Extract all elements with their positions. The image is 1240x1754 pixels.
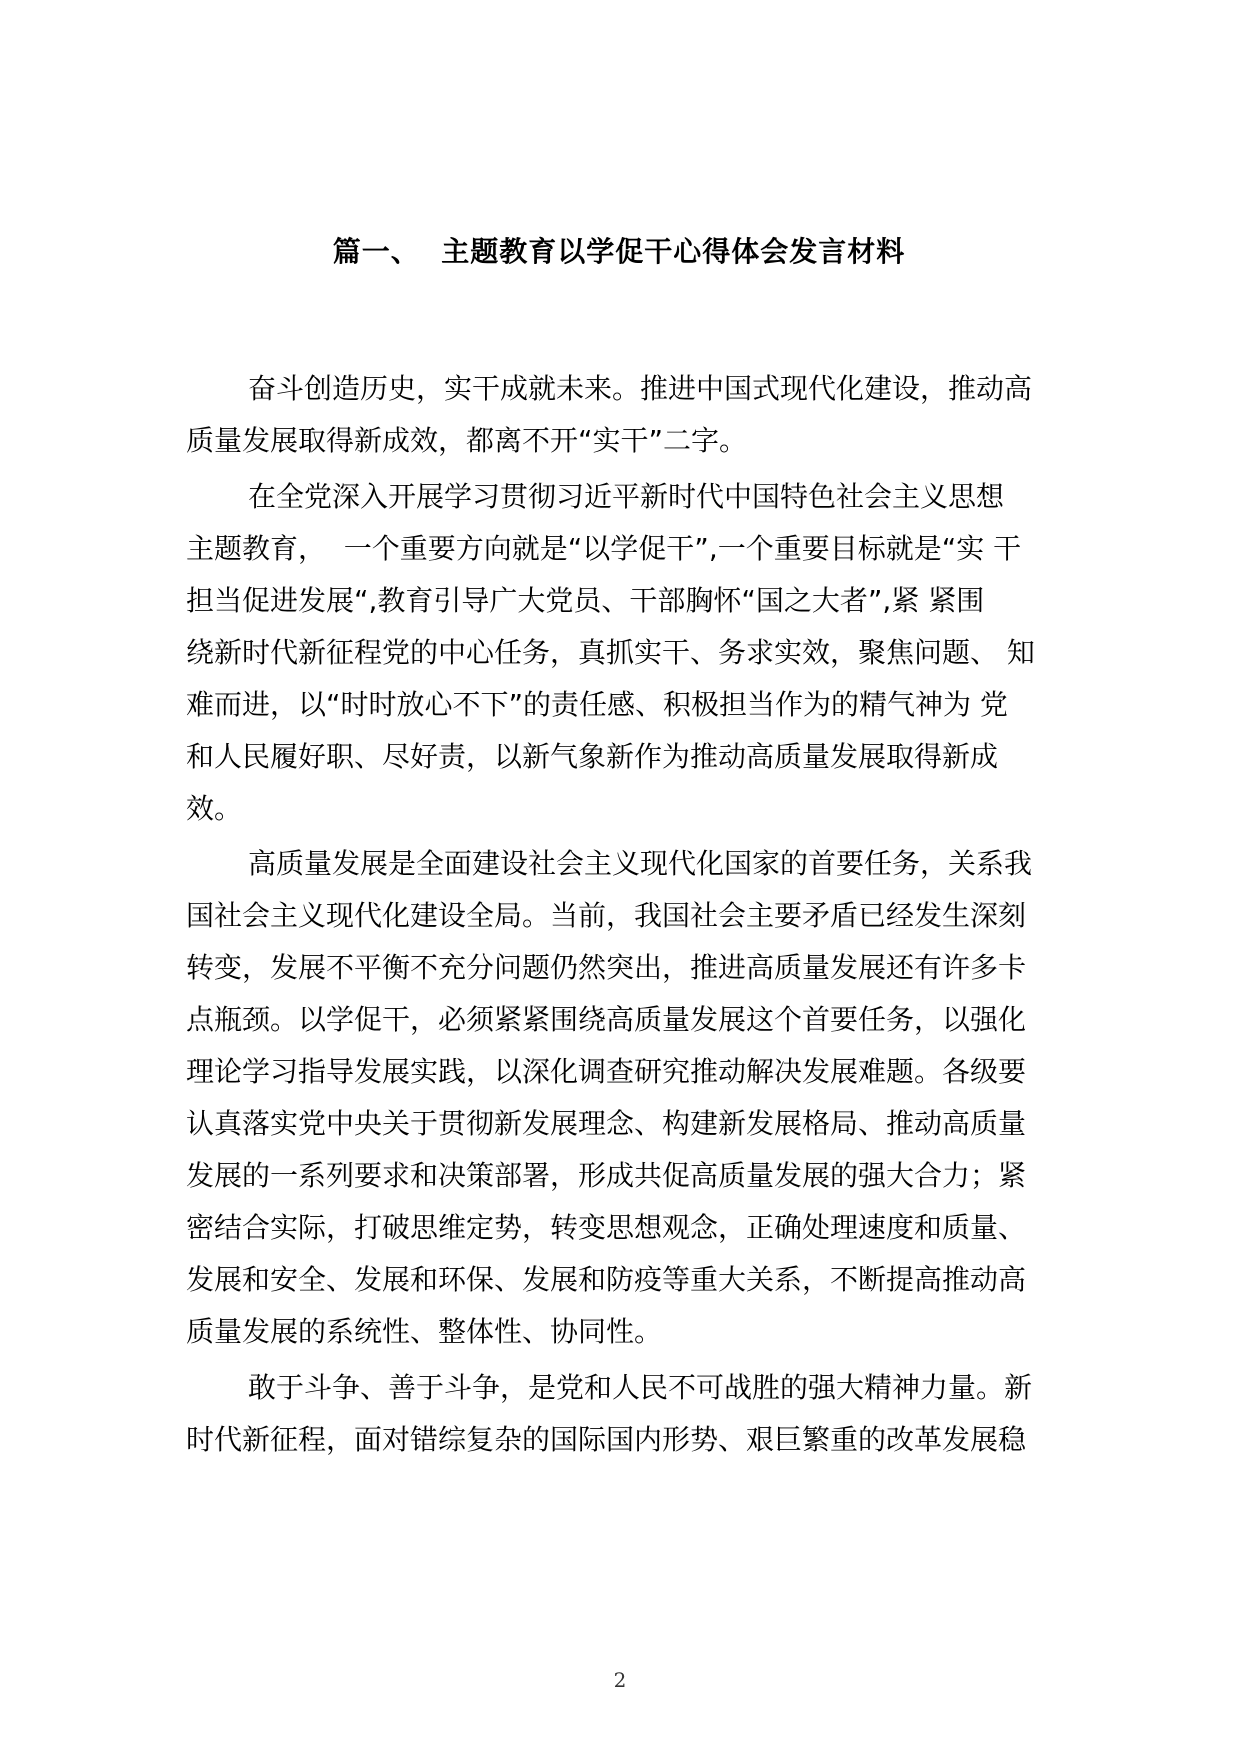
text-line: 转变，发展不平衡不充分问题仍然突出，推进高质量发展还有许多卡 bbox=[186, 951, 1027, 984]
text-line: 绕新时代新征程党的中心任务，真抓实干、务求实效，聚焦问题、 知 bbox=[186, 636, 1035, 669]
paragraph-4 bbox=[186, 1362, 1052, 1466]
text-line: 时代新征程，面对错综复杂的国际国内形势、艰巨繁重的改革发展稳 bbox=[186, 1423, 1027, 1456]
text-line: 发展和安全、发展和环保、发展和防疫等重大关系，不断提高推动高 bbox=[186, 1263, 1027, 1296]
text-line: 国社会主义现代化建设全局。当前，我国社会主要矛盾已经发生深刻 bbox=[186, 899, 1027, 932]
text-line: 和人民履好职、尽好责，以新气象新作为推动高质量发展取得新成 bbox=[186, 740, 999, 773]
document-title: 篇一、 主题教育以学促干心得体会发言材料 bbox=[332, 235, 906, 268]
paragraph-2 bbox=[186, 471, 1052, 835]
paragraph-1 bbox=[186, 363, 1052, 467]
text-line: 发展的一系列要求和决策部署，形成共促高质量发展的强大合力；紧 bbox=[186, 1159, 1027, 1192]
text-line: 密结合实际，打破思维定势，转变思想观念，正确处理速度和质量、 bbox=[186, 1211, 1027, 1244]
text-line: 理论学习指导发展实践，以深化调查研究推动解决发展难题。各级要 bbox=[186, 1055, 1027, 1088]
paragraph-3 bbox=[186, 838, 1052, 1358]
page-number: 2 bbox=[613, 1668, 627, 1692]
text-line: 质量发展的系统性、整体性、协同性。 bbox=[186, 1315, 663, 1348]
text-line: 效。 bbox=[186, 792, 243, 825]
text-line: 主题教育， 一个重要方向就是“以学促干”,一个重要目标就是“实 干 bbox=[186, 532, 1022, 565]
text-line: 质量发展取得新成效，都离不开“实干”二字。 bbox=[186, 424, 748, 457]
text-line: 点瓶颈。以学促干，必须紧紧围绕高质量发展这个首要任务，以强化 bbox=[186, 1003, 1027, 1036]
text-line: 认真落实党中央关于贯彻新发展理念、构建新发展格局、推动高质量 bbox=[186, 1107, 1027, 1140]
text-line: 高质量发展是全面建设社会主义现代化国家的首要任务，关系我 bbox=[248, 847, 1033, 880]
text-line: 在全党深入开展学习贯彻习近平新时代中国特色社会主义思想 bbox=[248, 480, 1005, 513]
text-line: 担当促进发展“,教育引导广大党员、干部胸怀“国之大者”,紧 紧围 bbox=[186, 584, 985, 617]
text-line: 敢于斗争、善于斗争，是党和人民不可战胜的强大精神力量。新 bbox=[248, 1371, 1033, 1404]
text-line: 奋斗创造历史，实干成就未来。推进中国式现代化建设，推动高 bbox=[248, 372, 1033, 405]
text-line: 难而进，以“时时放心不下”的责任感、积极担当作为的精气神为 党 bbox=[186, 688, 1008, 721]
